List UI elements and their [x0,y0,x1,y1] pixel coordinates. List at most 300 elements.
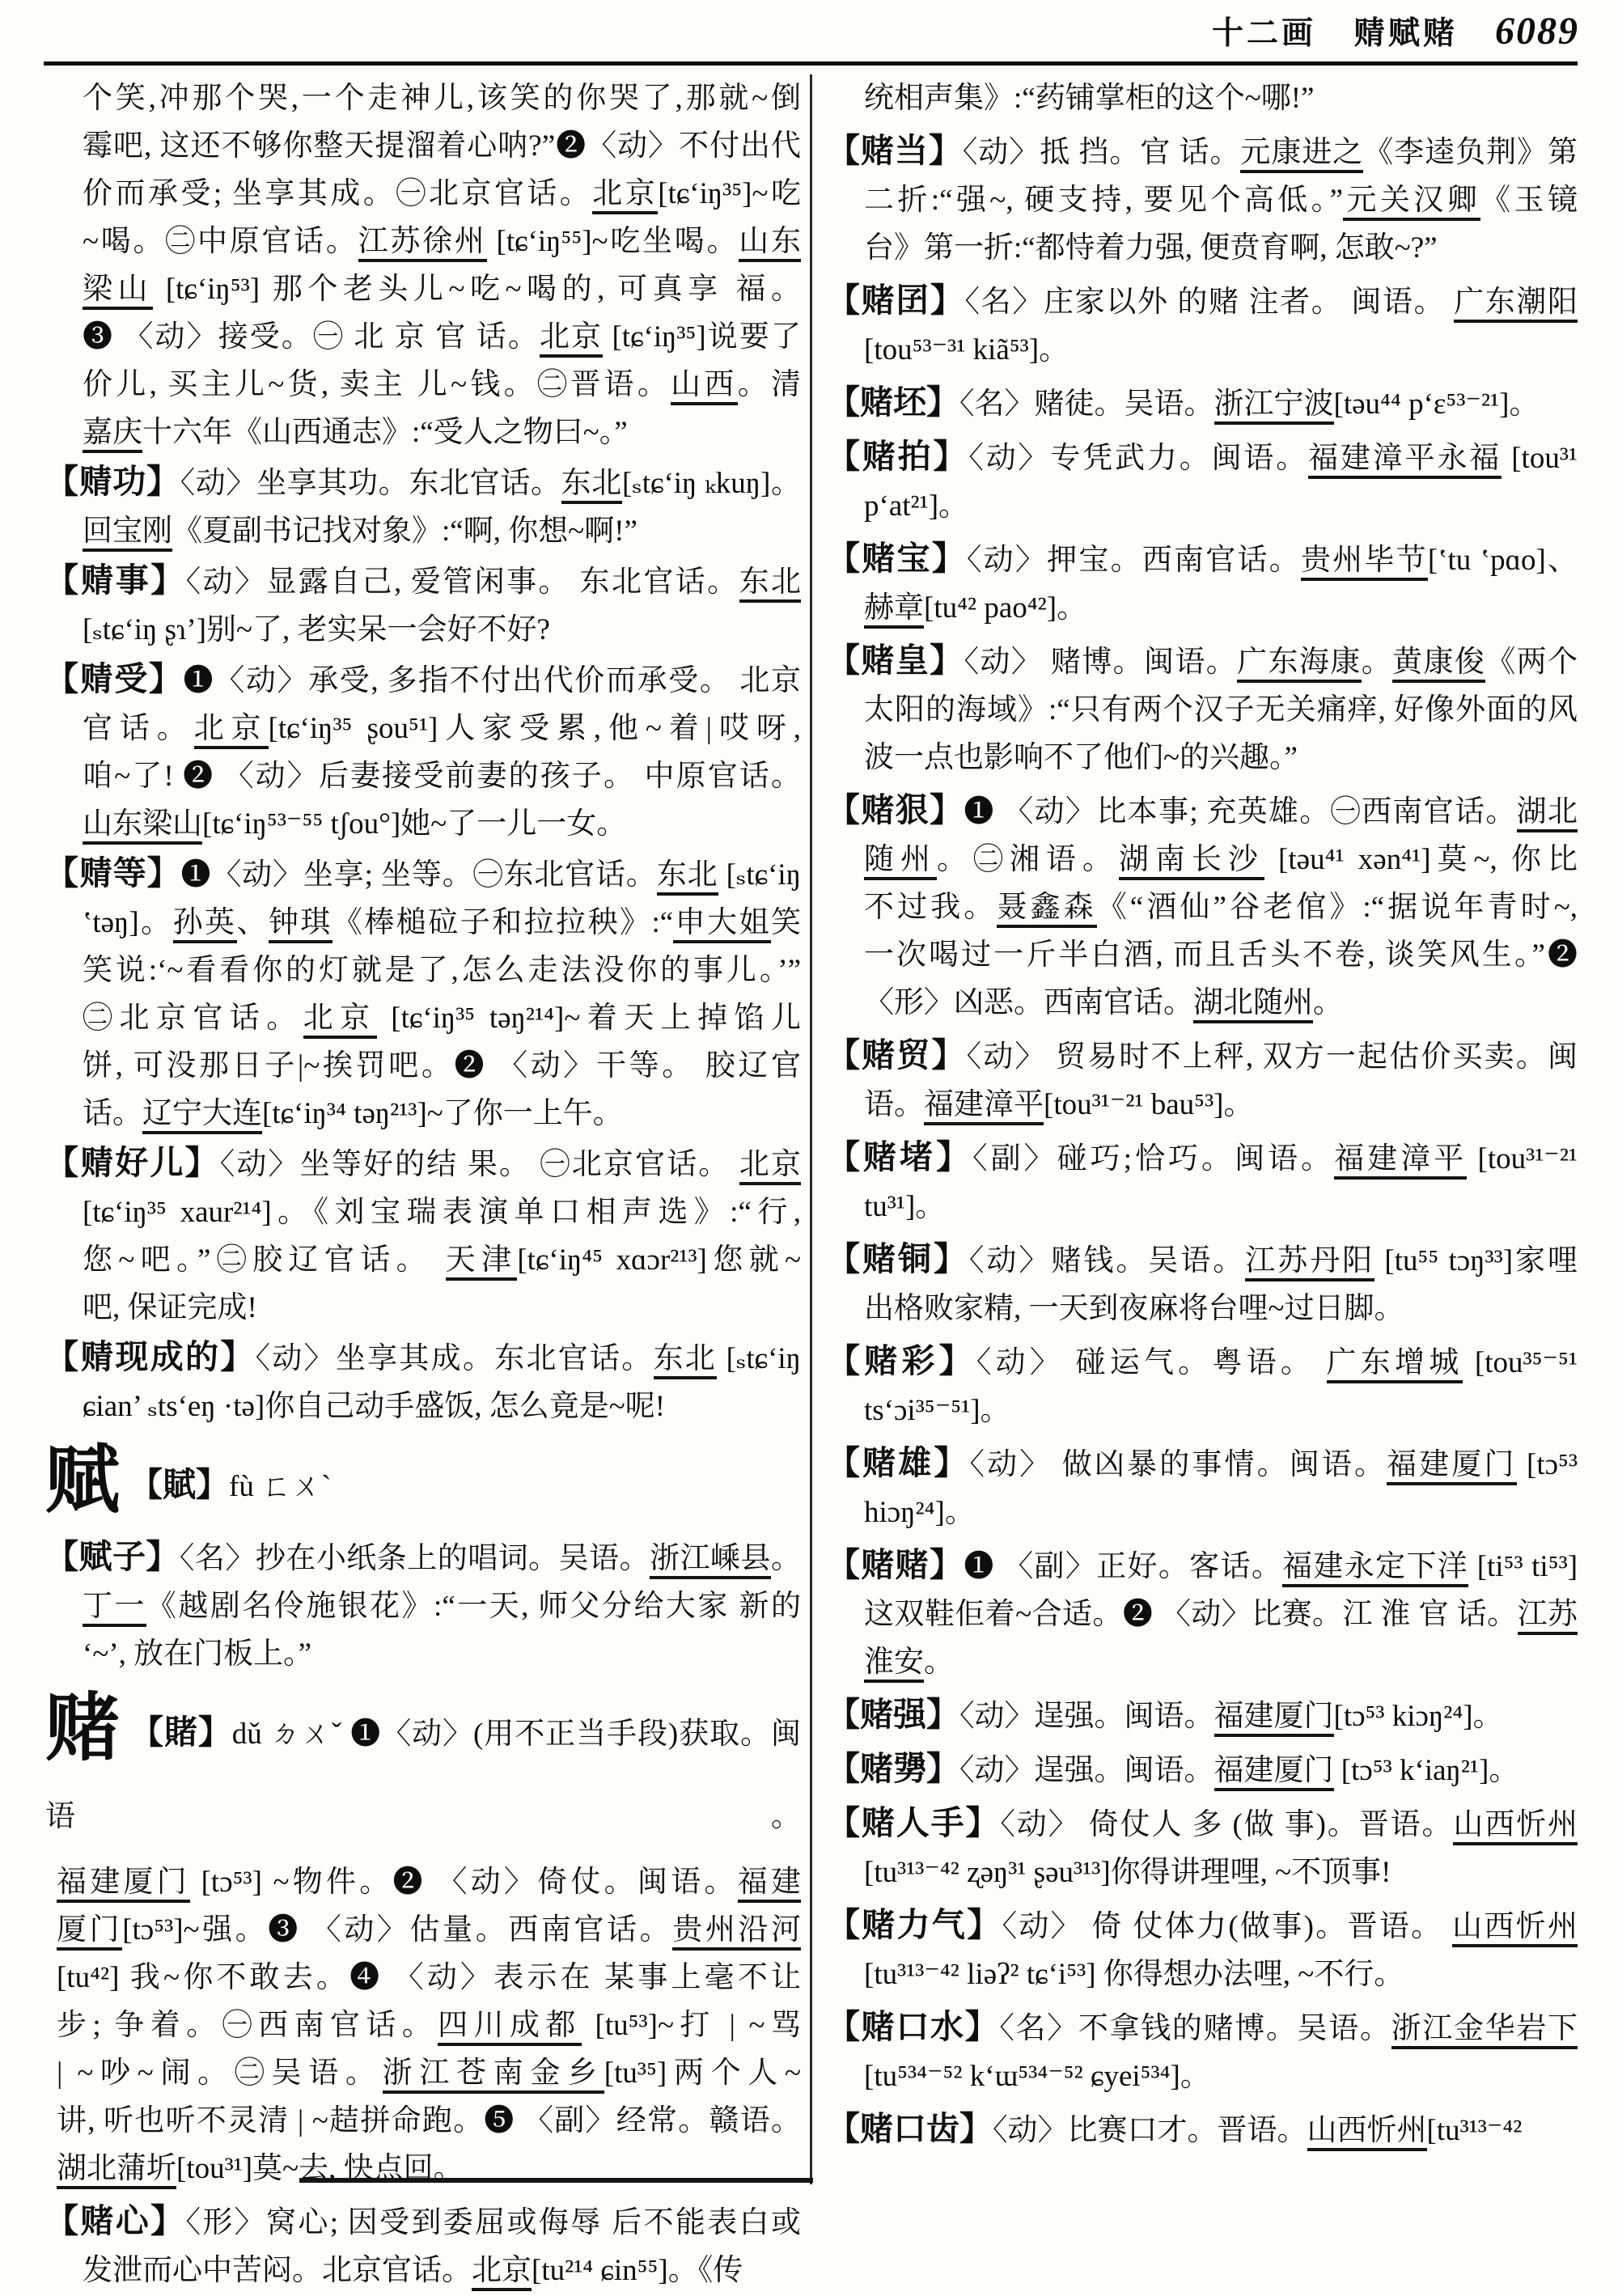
entry-headword: 【䞍现成的】 [45,1338,256,1375]
text-run: 官话。 [83,712,194,745]
text-run: 话。 [83,1097,142,1130]
text-line [45,800,801,848]
text-line [827,1337,1578,1387]
text-run: 。 [924,1646,954,1679]
proper-noun-underline: 湖南长沙 [1119,843,1264,880]
text-run: 〈动〉坐享其功。东北官话。 [180,467,561,500]
proper-noun-underline: 东北 [657,858,718,896]
text-run: 统相声集》:“药铺掌柜的这个~哪!” [864,82,1315,115]
text-line [827,786,1578,836]
proper-noun-underline: 北京 [194,712,269,749]
text-line [45,705,801,752]
proper-noun-underline: 广东海康 [1237,646,1362,683]
text-run: ʽtəŋ]。 [83,906,173,939]
continuation-block [827,74,1578,122]
text-line [827,433,1578,482]
text-run: [tou³¹⁻²¹ [1467,1142,1578,1176]
text-line [45,1284,801,1332]
text-run: [tɕ‘iŋ⁴⁵ xɑɔr²¹³]您就~ [517,1243,801,1277]
text-run: [ʽtu ʽpɑo]、 [1427,544,1578,577]
entry-headword: 【赌心】 [45,2202,186,2239]
text-line [827,637,1578,686]
text-run: 〈名〉不拿钱的赌博。吴语。 [999,2012,1391,2045]
text-run: 咱~了! ❷ 〈动〉后妻接受前妻的孩子。 中原官话。 [83,760,801,793]
text-run: 价而承受; 坐享其成。㊀北京官话。 [83,177,593,210]
text-run: 《玉镜 [1480,184,1578,217]
text-line [827,1183,1578,1231]
text-run: [tɕ‘iŋ³⁵ ʂou⁵¹]人家受累,他~着|哎呀, [268,712,802,745]
text-line [45,899,801,947]
text-line [45,1188,801,1236]
entry-headword: 【䞍好儿】 [45,1144,220,1181]
text-run: [tu³¹³⁻⁴² liəʔ² tɕ‘i⁵³] 你得想办法哩, ~不行。 [864,1958,1404,1991]
text-line [45,1630,801,1678]
text-line [827,2003,1578,2052]
text-run: 。㊁湘语。 [936,843,1119,876]
text-line [45,1906,801,1954]
dict-entry [827,1901,1578,1998]
text-run: [tɔ⁵³]~强。❸ 〈动〉估量。西南官话。 [122,1913,673,1947]
proper-noun-underline: 四川成都 [438,2009,582,2046]
text-run: ❶ 〈副〉正好。客话。 [964,1550,1283,1583]
dict-entry [827,2003,1578,2100]
text-run: [tɕ‘iŋ³⁵ xaur²¹⁴]。《刘宝瑞表演单口相声选》:“行, [83,1196,801,1229]
proper-noun-underline: 钟琪 [269,906,332,943]
text-line [45,557,801,606]
text-line [827,1591,1578,1638]
text-line [827,1799,1578,1849]
dict-entry [827,277,1578,374]
proper-noun-underline: 梁山 [83,273,153,310]
proper-noun-underline: 福建漳平永福 [1308,442,1502,479]
proper-noun-underline: 福建漳平 [924,1088,1044,1125]
text-line [827,1285,1578,1332]
text-run: [tɕ‘iŋ⁵³⁻⁵⁵ tʃou°]她~了一儿一女。 [202,807,627,841]
text-line [45,1236,801,1284]
text-run: [təu⁴⁴ p‘ɛ⁵³⁻²¹]。 [1333,388,1540,421]
proper-noun-underline: 东北 [654,1342,718,1379]
text-line [45,2197,801,2247]
proper-noun-underline: 东北 [561,467,622,504]
text-run: 个笑,冲那个哭,一个走神儿,该笑的你哭了,那就~倒 [83,82,801,115]
entry-headword: 【赌皇】 [827,642,964,679]
proper-noun-underline: 北京 [739,1148,801,1185]
text-run: 您~吧。”㊁胶辽官话。 [83,1243,446,1277]
text-run: 吧, 保证完成! [83,1291,257,1324]
entry-headword: 【赌贸】 [827,1036,967,1074]
text-line [45,361,801,409]
proper-noun-underline: 赫章 [864,591,924,629]
entry-headword: 【赌堵】 [827,1138,973,1176]
text-line [827,74,1578,122]
text-line [827,1638,1578,1686]
text-run: [tou³¹ [1502,442,1578,475]
proper-noun-underline: 孙英 [173,906,237,943]
proper-noun-underline: 厦门 [57,1913,122,1951]
proper-noun-underline: 湖北蒲圻 [57,2152,176,2189]
text-run: ɕian’ ₛts‘eŋ ·tə]你自己动手盛饭, 怎么竟是~呢! [83,1390,666,1423]
text-run: | ~吵~闹。㊁吴语。 [57,2057,383,2090]
page-number: 6089 [1495,10,1579,53]
text-line [45,170,801,218]
text-run: 、 [236,906,269,939]
text-run: p‘at²¹]。 [864,489,969,523]
proper-noun-underline: 东北 [739,566,801,603]
text-run: 〈动〉押宝。西南官话。 [966,544,1301,577]
proper-noun-underline: 山东梁山 [83,807,202,845]
dict-entry [827,1439,1578,1536]
dict-entry [827,637,1578,782]
text-run: 〈动〉赌钱。吴语。 [968,1244,1246,1277]
text-line [827,1387,1578,1434]
text-run: 〈副〉碰巧;恰巧。闽语。 [972,1142,1335,1176]
text-run: [ₛtɕ‘iŋ [717,1342,801,1375]
text-run: 〈动〉 倚仗人 多 (做 事)。晋语。 [1000,1808,1454,1841]
text-run: [tɔ⁵³ k‘iaŋ²¹]。 [1333,1754,1519,1787]
text-run: 《两个 [1485,646,1578,679]
proper-noun-underline: 山东 [739,225,801,262]
proper-noun-underline: 北京 [472,2254,532,2291]
text-line [827,1951,1578,1998]
text-run: ‘~’, 放在门板上。” [83,1637,312,1671]
text-run: 。清 [737,368,802,401]
text-line [45,1440,801,1528]
entry-headword: 【赌人手】 [827,1804,1001,1841]
dict-entry [45,2197,801,2294]
text-run: ❶ 〈动〉比本事; 充英雄。㊀西南官话。 [964,795,1517,828]
proper-noun-underline: 福建厦门 [1214,1700,1334,1737]
entry-headword: 【赌强】 [827,1696,959,1733]
entry-headword: 【䞍等】 [45,854,181,892]
text-run: ❶〈动〉承受, 多指不付出代价而承受。 北京 [183,664,802,697]
text-run: 〈名〉庄家以外 的赌 注者。 闽语。 [964,286,1455,319]
text-run: [tu⁵³⁴⁻⁵² k‘ɯ⁵³⁴⁻⁵² ɕyei⁵³⁴]。 [864,2060,1210,2093]
proper-noun-underline: 申大姐 [673,906,771,943]
dict-entry [827,1133,1578,1231]
text-line [827,1745,1578,1794]
text-run: [tɔ⁵³ [1516,1448,1578,1481]
text-run: [tɕ‘iŋ⁵⁵]~吃坐喝。 [486,225,739,258]
text-run: 太阳的海域》:“只有两个汉子无关痛痒, 好像外面的风 [864,693,1578,727]
text-line [827,1081,1578,1129]
text-run: 笑 [771,906,802,939]
proper-noun-underline: 丁一 [83,1590,146,1627]
text-line [827,1133,1578,1183]
text-run: 讲, 听也听不灵清 | ~趌拼命跑。❺ 〈副〉经常。赣语。 [57,2104,801,2137]
text-run: 〈动〉逞强。闽语。 [959,1700,1214,1733]
entry-headword: 【赌雄】 [827,1444,970,1481]
head-character: 赌 [45,1687,121,1769]
text-run: 霉吧, 这还不够你整天提溜着心呐?”❷〈动〉不付出代 [83,129,801,163]
dict-entry [827,1691,1578,1740]
text-line [45,752,801,800]
text-run: 笑说:‘~看看你的灯就是了,怎么走法没你的事儿。’” [83,954,801,987]
proper-noun-underline: 浙江宁波 [1214,388,1334,425]
text-run: [tɕ‘iŋ³⁵]~吃 [658,177,801,210]
header-rule [44,61,1578,66]
dict-entry [827,535,1578,632]
text-line [827,1901,1578,1951]
proper-noun-underline: 福建厦门 [1214,1754,1334,1791]
proper-noun-underline: 江苏徐州 [358,225,487,262]
text-run: 步; 争着。㊀西南官话。 [57,2009,438,2042]
proper-noun-underline: 福建 [738,1866,801,1903]
dict-entry [827,786,1578,1027]
continuation-block [45,74,801,456]
text-run: [ₛtɕ‘iŋ ʂɿ’]别~了, 老实呆一会好不好? [83,613,550,646]
text-run: ❶〈动〉坐享; 坐等。㊀东北官话。 [180,858,657,892]
proper-noun-underline: 湖北 [1517,795,1578,832]
text-run: [tu³¹³⁻⁴² [1426,2114,1523,2147]
text-run: 。 [1361,646,1393,679]
text-run: [tou⁵³⁻³¹ kiã⁵³]。 [864,333,1069,366]
text-line [45,606,801,654]
text-line [827,1691,1578,1740]
text-line [45,1954,801,2002]
text-run: 一次喝过一斤半白酒, 而且舌头不卷, 谈笑风生。”❷ [864,938,1578,972]
text-run: 出格败家精, 一天到夜麻将台哩~过日脚。 [864,1292,1404,1325]
text-line [827,836,1578,883]
text-line [827,326,1578,374]
dict-entry [827,1337,1578,1434]
text-line [45,1090,801,1137]
text-run: [tou³⁵⁻⁵¹ [1463,1346,1578,1379]
text-run: 不过我。 [864,891,997,924]
proper-noun-underline: 湖北随州 [1193,986,1313,1023]
dict-entry [827,1235,1578,1332]
text-line [827,535,1578,584]
text-run: 语。 [864,1088,924,1121]
text-run: 〈动〉坐等好的结 果。 ㊀北京官话。 [219,1148,739,1181]
text-run: 〈动〉 碰运气。粤语。 [976,1346,1327,1379]
dict-entry [827,2105,1578,2154]
text-run: 〈动〉 做凶暴的事情。闽语。 [969,1448,1387,1481]
text-run: 台》第一折:“都恃着力强, 便贲育啊, 怎敢~?” [864,231,1438,265]
dict-entry [45,557,801,654]
text-line [45,947,801,994]
proper-noun-underline: 随州 [864,843,937,880]
text-run: 〈动〉逞强。闽语。 [959,1754,1214,1787]
entry-headword: 【賦】 [129,1466,230,1503]
text-line [45,313,801,361]
text-run: 〈形〉窝心; 因受到委屈或侮辱 后不能表白或 [185,2206,801,2239]
proper-noun-underline: 山西忻州 [1452,1910,1578,1947]
text-line [45,2247,801,2294]
entry-headword: 【赌力气】 [827,1906,1002,1943]
dict-entry [827,1032,1578,1129]
proper-noun-underline: 北京 [540,320,603,358]
text-line [827,127,1578,176]
text-run: 〈动〉坐享其成。东北官话。 [255,1342,654,1375]
entry-headword: 【赌彩】 [827,1342,976,1379]
proper-noun-underline: 元关汉卿 [1343,184,1480,221]
proper-noun-underline: 淮安 [864,1646,924,1683]
text-run: 〈动〉抵 挡。官 话。 [962,136,1241,169]
entry-headword: 【赌囝】 [827,282,965,319]
text-line [827,1235,1578,1285]
text-run: [tɕ‘iŋ³⁵ təŋ²¹⁴]~着天上掉馅儿 [376,1002,802,1035]
entry-headword: 【赌铜】 [827,1240,969,1277]
text-run: tu³¹]。 [864,1190,946,1223]
text-line [45,1383,801,1430]
text-line [827,1489,1578,1536]
dict-entry [45,1333,801,1430]
text-line [45,1858,801,1906]
text-run: [tɕ‘iŋ³⁴ təŋ²¹³]~了你一上午。 [262,1097,623,1130]
text-run: 〈名〉赌徒。吴语。 [959,388,1214,421]
proper-noun-underline: 广东潮阳 [1454,286,1578,323]
dict-entry [45,1139,801,1332]
text-run: [təu⁴¹ xən⁴¹]莫~, 你比 [1264,843,1578,876]
text-run: 《棒槌砬子和拉拉秧》:“ [332,906,674,939]
proper-noun-underline: 天津 [446,1243,518,1281]
text-run: 〈名〉抄在小纸条上的唱词。吴语。 [179,1542,650,1575]
text-run: 。 [771,1542,802,1575]
text-line [827,1439,1578,1489]
text-run: 二折:“强~, 硬支持, 要见个高低。” [864,184,1344,217]
text-run: [tu³⁵]两个人~ [604,2057,802,2090]
dict-entry [827,433,1578,530]
proper-noun-underline: 福建漳平 [1334,1142,1467,1180]
text-run: 波一点也影响不了他们~的兴趣。” [864,741,1298,774]
entry-headword: 【赌赌】 [827,1546,964,1583]
dict-entry [45,1533,801,1678]
text-line [45,1688,801,1858]
dict-entry [827,1541,1578,1686]
text-run: 《越剧名伶施银花》:“一天, 师父分给大家 新的 [146,1590,802,1623]
text-run: [ₛtɕ‘iŋ [718,858,802,892]
text-line [827,931,1578,979]
dict-entry [45,655,801,848]
text-run: [tou³¹]莫~去, 快点回。 [176,2152,464,2185]
left-column [45,74,801,2296]
dict-entry [45,849,801,1137]
dict-entry [827,127,1578,272]
text-run: 发泄而心中苦闷。北京官话。 [83,2254,472,2287]
proper-noun-underline: 浙江金华岩下 [1391,2012,1578,2049]
proper-noun-underline: 黄康俊 [1392,646,1485,683]
text-run: 十六年《山西通志》:“受人之物曰~。” [142,416,628,449]
proper-noun-underline: 山西 [671,368,738,405]
text-line [827,176,1578,224]
text-line [45,74,801,122]
text-line [45,849,801,899]
proper-noun-underline: 聂鑫森 [997,891,1096,928]
proper-noun-underline: 浙江苍南金乡 [383,2057,604,2094]
header-characters: 䞍赋赌 [1353,16,1458,51]
text-line [827,379,1578,428]
text-run: [tou³¹⁻²¹ bau⁵³]。 [1044,1088,1254,1121]
page-header [1212,8,1579,53]
text-line [45,2002,801,2049]
text-run: [tɕ‘iŋ⁵³] 那个老头儿~吃~喝的, 可真享 福。 [153,273,801,306]
entry-headword: 【䞍事】 [45,561,186,599]
text-line [827,277,1578,326]
text-run: [tɕ‘iŋ³⁵]说要了 [603,320,801,354]
text-line [45,1533,801,1582]
head-character-section [45,1440,801,1528]
text-run: 《李逵负荆》第 [1363,136,1578,169]
proper-noun-underline: 福建厦门 [57,1866,190,1903]
text-run: 〈动〉专凭武力。闽语。 [968,442,1309,475]
text-run: [tu⁴² pao⁴²]。 [924,591,1087,625]
text-run: 价儿, 买主儿~货, 卖主 儿~钱。㊁晋语。 [83,368,671,401]
text-run: [ti⁵³ ti⁵³] [1468,1550,1578,1583]
proper-noun-underline: 江苏丹阳 [1245,1244,1374,1281]
text-line [827,584,1578,632]
text-line [45,994,801,1042]
text-run: [tu⁴²] 我~你不敢去。❹ 〈动〉表示在 某事上毫不让 [57,1961,801,1994]
entry-headword: 【赌当】 [827,132,963,169]
column-divider [810,74,812,2184]
text-run: [tɔ⁵³] ~物件。❷ 〈动〉倚仗。闽语。 [190,1866,738,1899]
entry-headword: 【赌宝】 [827,540,967,577]
text-line [827,482,1578,530]
head-character-section [45,1688,801,2192]
text-line [45,265,801,313]
text-run: 〈形〉凶恶。西南官话。 [864,986,1193,1019]
proper-noun-underline: 福建厦门 [1387,1448,1517,1485]
text-line [45,458,801,507]
text-line [45,1582,801,1630]
text-line [827,1541,1578,1591]
text-line [45,1139,801,1188]
entry-headword: 【赌狠】 [827,791,964,828]
entry-headword: 【賭】 [129,1714,232,1751]
dict-entry [827,379,1578,428]
text-run: [tɔ⁵³ kiɔŋ²⁴]。 [1333,1700,1503,1733]
text-line [45,409,801,456]
head-character: 赋 [45,1439,121,1522]
entry-headword: 【䞍功】 [45,463,180,500]
entry-headword: 【赋子】 [45,1538,180,1575]
text-line [45,218,801,265]
proper-noun-underline: 浙江嵊县 [650,1542,771,1579]
dict-entry [45,458,801,555]
text-run: 〈动〉 赌博。闽语。 [964,646,1238,679]
text-run: [ₛtɕ‘iŋ ₖkuŋ]。 [621,467,802,500]
text-line [45,1333,801,1383]
proper-noun-underline: 元康进之 [1240,136,1363,173]
right-column [827,74,1578,2159]
text-line [827,224,1578,272]
text-run: 〈动〉显露自己, 爱管闲事。 东北官话。 [185,566,739,599]
text-line [45,2049,801,2097]
proper-noun-underline: 北京 [303,1002,377,1039]
proper-noun-underline: 贵州毕节 [1301,544,1428,581]
text-line [827,1032,1578,1081]
proper-noun-underline: 江苏 [1518,1598,1578,1635]
proper-noun-underline: 辽宁大连 [142,1097,262,1134]
text-line [827,686,1578,734]
text-run: fù ㄈㄨˋ [229,1470,332,1503]
text-line [827,1849,1578,1896]
text-run: 〈动〉 贸易时不上秤, 双方一起估价买卖。闽 [966,1040,1578,1074]
entry-headword: 【䞍受】 [45,660,184,697]
proper-noun-underline: 广东增城 [1327,1346,1463,1383]
text-run: [tu³¹³⁻⁴² ʐəŋ³¹ ʂəu³¹³]你得讲理哩, ~不顶事! [864,1856,1391,1889]
text-run: 饼, 可没那日子|~挨罚吧。❷ 〈动〉干等。 胶辽官 [83,1049,801,1082]
text-run: [tu⁵³]~打 | ~骂 [581,2009,801,2042]
proper-noun-underline: 北京 [592,177,658,214]
text-line [45,2097,801,2145]
proper-noun-underline: 福建永定下洋 [1282,1550,1468,1587]
text-line [827,979,1578,1027]
text-run: ts‘ɔi³⁵⁻⁵¹]。 [864,1394,1010,1427]
stroke-section-label: 十二画 [1211,16,1316,51]
text-run: 〈动〉比赛口才。晋语。 [993,2114,1307,2147]
proper-noun-underline: 回宝刚 [83,515,172,552]
